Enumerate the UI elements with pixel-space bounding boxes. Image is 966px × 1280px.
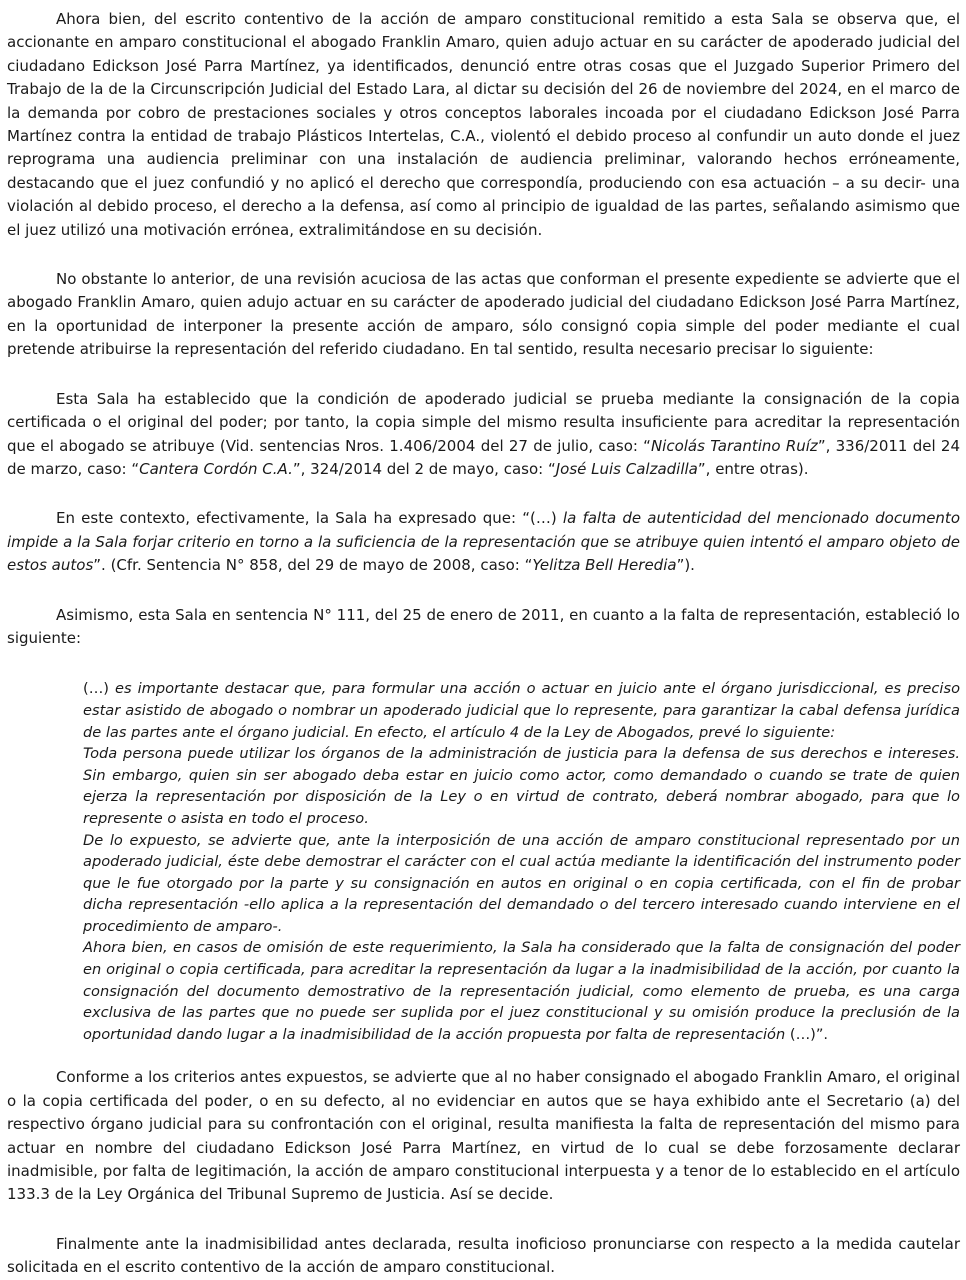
case-name-tarantino: Nicolás Tarantino Ruíz [650, 436, 818, 455]
paragraph-3-text-e: ”, 324/2014 del 2 de mayo, caso: “ [292, 459, 556, 478]
quote-ellipsis-close: (…)”. [789, 1025, 829, 1043]
paragraph-4-quoted-criterion: la falta de autenticidad del mencionado documento impide a la Sala forjar criterio en torno a la suficiencia de la representación que se atribuye quien intentó el amparo objeto de estos autos [7, 509, 960, 575]
paragraph-4-text-c: ”. (Cfr. Sentencia N° 858, del 29 de mayo de 2008, caso: “ [93, 556, 533, 575]
quote-paragraph-4-text: Ahora bien, en casos de omisión de este requerimiento, la Sala ha considerado que la falta de consignación del poder en original o copia certificada, para acreditar la representación da lugar a la inadmisibilidad de la acción, por cuanto la consignación del documento demostrativo de la representación judicial, como elemento de prueba, es una carga exclusiva de las partes que no puede ser suplida por el juez constitucional y su omisión produce la preclusión de la oportunidad dando lugar a la inadmisibilidad de la acción propuesta por falta de representación [83, 939, 960, 1043]
case-name-cantera: Cantera Cordón C.A. [139, 459, 293, 478]
quote-paragraph-3: De lo expuesto, se advierte que, ante la interposición de una acción de amparo constitucional representado por un apoderado judicial, éste debe demostrar el carácter con el cual actúa mediante la identificación del instrumento poder que le fue otorgado por la parte y su consignación en autos en original o en copia certificada, con el fin de probar dicha representación -ello aplica a la representación del demandado o del tercero interesado cuando interviene en el procedimiento de amparo-. [83, 831, 960, 935]
paragraph-3-text-g: ”, entre otras). [697, 459, 809, 478]
paragraph-1: Ahora bien, del escrito contentivo de la acción de amparo constitucional remitido a esta Sala se observa que, el accionante en amparo constitucional el abogado Franklin Amaro, quien adujo actuar en su carácter de apoderado judicial del ciudadano Edickson José Parra Martínez, ya identificados, denunció entre otras cosas que el Juzgado Superior Primero del Trabajo de la de la Circunscripción Judicial del Estado Lara, al dictar su decisión del 26 de noviembre del 2024, en el marco de la demanda por cobro de prestaciones sociales y otros conceptos laborales incoada por el ciudadano Edickson José Parra Martínez contra la entidad de trabajo Plásticos Intertelas, C.A., violentó el debido proceso al confundir un auto donde el juez reprograma una audiencia preliminar con una instalación de audiencia preliminar, valorando hechos erróneamente, destacando que el juez confundió y no aplicó el derecho que correspondía, produciendo con esa actuación – a su decir- una violación al debido proceso, el derecho a la defensa, así como al principio de igualdad de las partes, señalando asimismo que el juez utilizó una motivación errónea, extralimitándose en su decisión. [7, 10, 960, 239]
quote-paragraph-1-text: es importante destacar que, para formular una acción o actuar en juicio ante el órgano jurisdiccional, es preciso estar asistido de abogado o nombrar un apoderado judicial que lo represente, para garantizar la cabal defensa jurídica de las partes ante el órgano judicial. En efecto, el artículo 4 de la Ley de Abogados, prevé lo siguiente: [83, 680, 961, 741]
paragraph-7: Finalmente ante la inadmisibilidad antes declarada, resulta inoficioso pronunciarse con respecto a la medida cautelar solicitada en el escrito contentivo de la acción de amparo constitucional. [7, 1234, 960, 1277]
paragraph-3-text-a: Esta Sala ha establecido que la condición de apoderado judicial se prueba mediante la consignación de la copia certificada o el original del poder; por tanto, la copia simple del mismo resulta insuficiente para acreditar la representación que el abogado se atribuye (Vid. sentencias Nros. 1.406/2004 del 27 de julio, caso: “ [7, 389, 960, 455]
paragraph-4-text-e: ”). [676, 556, 695, 575]
paragraph-2: No obstante lo anterior, de una revisión acuciosa de las actas que conforman el presente expediente se advierte que el abogado Franklin Amaro, quien adujo actuar en su carácter de apoderado judicial del ciudadano Edickson José Parra Martínez, en la oportunidad de interponer la presente acción de amparo, sólo consignó copia simple del poder mediante el cual pretende atribuirse la representación del referido ciudadano. En tal sentido, resulta necesario precisar lo siguiente: [7, 270, 960, 359]
case-name-calzadilla: José Luis Calzadilla [555, 459, 698, 478]
paragraph-4-text-a: En este contexto, efectivamente, la Sala ha expresado que: “(…) [56, 509, 563, 528]
quote-paragraph-1 [83, 678, 960, 743]
block-quote [83, 678, 960, 1045]
paragraph-6: Conforme a los criterios antes expuestos, se advierte que al no haber consignado el abogado Franklin Amaro, el original o la copia certificada del poder, o en su defecto, al no evidenciar en autos que se haya exhibido ante el Secretario (a) del respectivo órgano judicial para su confrontación con el original, resulta manifiesta la falta de representación del mismo para actuar en nombre del ciudadano Edickson José Parra Martínez, en virtud de lo cual se debe forzosamente declarar inadmisible, por falta de legitimación, la acción de amparo constitucional interpuesta y a tenor de lo establecido en el artículo 133.3 de la Ley Orgánica del Tribunal Supremo de Justicia. Así se decide. [7, 1068, 960, 1204]
paragraph-5: Asimismo, esta Sala en sentencia N° 111, del 25 de enero de 2011, en cuanto a la falta de representación, estableció lo siguiente: [7, 605, 960, 647]
case-name-heredia: Yelitza Bell Heredia [532, 556, 677, 575]
paragraph-3-text-c: ”, 336/2011 del 24 de marzo, caso: “ [7, 436, 960, 478]
quote-paragraph-4 [83, 937, 960, 1045]
quote-ellipsis-open: (…) [83, 680, 115, 698]
paragraph-3 [7, 388, 960, 482]
paragraph-4 [7, 507, 960, 577]
quote-paragraph-2: Toda persona puede utilizar los órganos de la administración de justicia para la defensa de sus derechos e intereses. Sin embargo, quien sin ser abogado deba estar en juicio como actor, como demandado o cuando se trate de quien ejerza la representación por disposición de la Ley o en virtud de contrato, deberá nombrar abogado, para que lo represente o asista en todo el proceso. [83, 745, 960, 827]
